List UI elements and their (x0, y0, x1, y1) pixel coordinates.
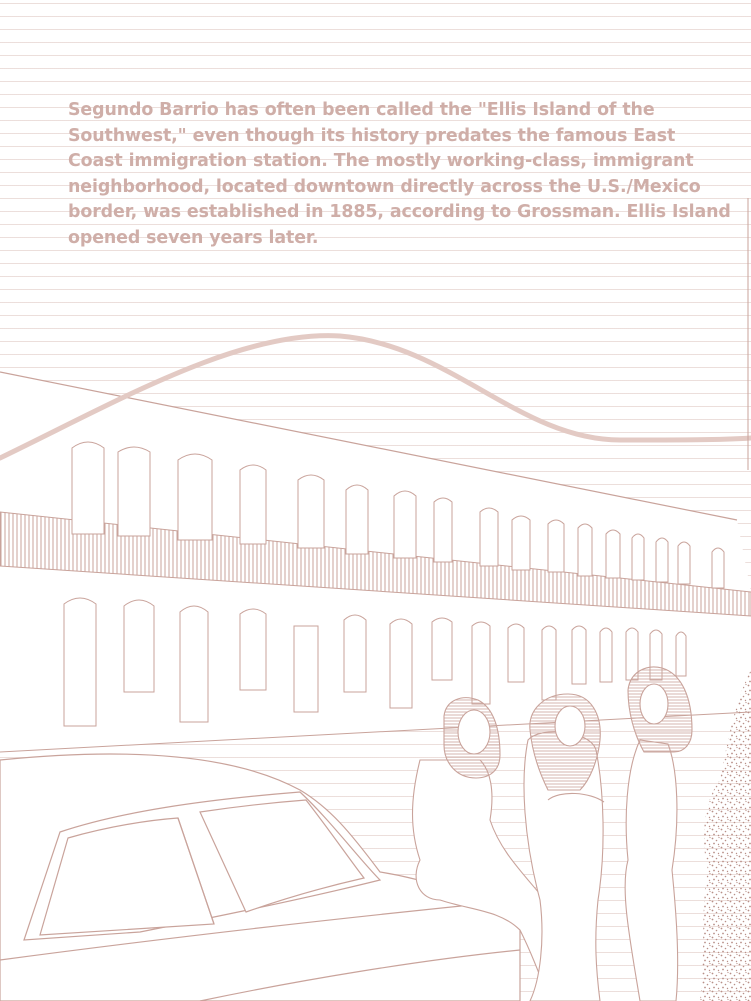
person-right (625, 740, 678, 1001)
story-caption: Segundo Barrio has often been called the "Ellis Island of the Southwest," even though its history predates the famous East Coast immigration station. The mostly working-class, immigrant neighborhood, located downtown directly across the U.S./Mexico border, was established in 1885, according to Grossman. Ellis Island opened seven years later. (68, 100, 731, 248)
